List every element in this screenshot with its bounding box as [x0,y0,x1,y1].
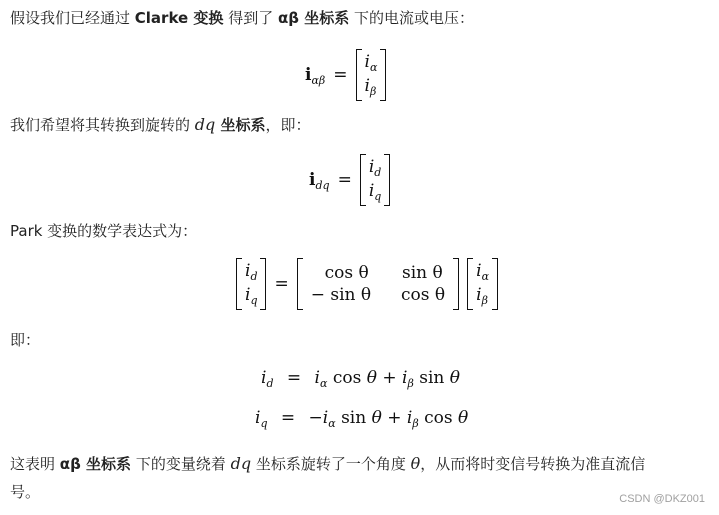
conclusion-paragraph-wrap [10,478,40,506]
matrix-entry: $i_\beta$ [364,76,377,98]
conclusion-text-2: 下的变量绕着 [131,455,231,473]
right-bracket [492,258,498,310]
matrix-cell-neg-sin: − sin θ [310,285,372,305]
equation-id: $i_d = i_\alpha$ $\cos \theta + i_\beta$ sin θ [261,368,460,390]
dq-text-1: 我们希望将其转换到旋转的 [10,116,195,134]
conclusion-text-1: 这表明 [10,455,60,473]
vector-i: i [305,65,312,85]
subscript-dq: dq [315,179,330,192]
vector-i: i [309,170,316,190]
dq-text-2: ，即： [265,116,311,134]
conclusion-paragraph [10,450,645,478]
alphabeta-term: αβ 坐标系 [277,9,350,27]
matrix-entry: $i_\alpha$ [364,52,378,74]
theta-symbol: θ [410,454,421,473]
equation-i-alphabeta [305,49,386,101]
namely-text: 即： [10,331,41,349]
dq-coord-term: 坐标系 [215,116,266,134]
namely-paragraph [10,326,40,354]
right-bracket [380,49,386,101]
subscript-alphabeta: αβ [311,74,326,87]
matrix-entry: $i_\alpha$ [476,261,490,283]
matrix-cell-cos: cos θ [401,285,446,305]
intro-text-1: 假设我们已经通过 [10,9,135,27]
clarke-term: Clarke 变换 [134,9,224,27]
matrix-cell-cos: cos θ [324,263,369,283]
equals-sign: = [274,274,289,294]
matrix-cell-sin: sin θ [401,263,443,283]
alphabeta-term: αβ 坐标系 [59,455,132,473]
matrix-entry: $i_q$ [245,285,258,307]
equals-sign: = [333,65,348,85]
rotation-matrix-row-2 [311,284,445,306]
csdn-watermark: CSDN @DKZ001 [619,493,705,505]
equation-i-dq [309,154,390,206]
park-text: Park 变换的数学表达式为： [10,222,198,240]
right-bracket [384,154,390,206]
dq-symbol: dq [230,454,252,473]
conclusion-text-5: 号。 [10,483,41,501]
park-paragraph [10,217,197,245]
intro-paragraph [10,4,474,32]
matrix-entry: $i_d$ [245,261,258,283]
conclusion-text-3: 坐标系旋转了一个角度 [251,455,411,473]
matrix-entry: $i_\beta$ [476,285,488,307]
equation-iq: $i_q = -i_\alpha$ $\sin \theta + i_\beta$ cos θ [255,408,469,430]
dq-symbol: dq [194,115,216,134]
equals-sign: = [337,170,352,190]
right-bracket [260,258,266,310]
intro-text-2: 得到了 [223,9,278,27]
matrix-entry: $i_q$ [368,181,382,203]
conclusion-text-4: ，从而将时变信号转换为准直流信 [420,455,646,473]
intro-text-3: 下的电流或电压： [349,9,475,27]
rotation-matrix-row-1 [311,262,445,284]
matrix-entry: $i_d$ [368,157,382,179]
dq-paragraph [10,111,311,139]
equation-park-transform [236,258,498,310]
